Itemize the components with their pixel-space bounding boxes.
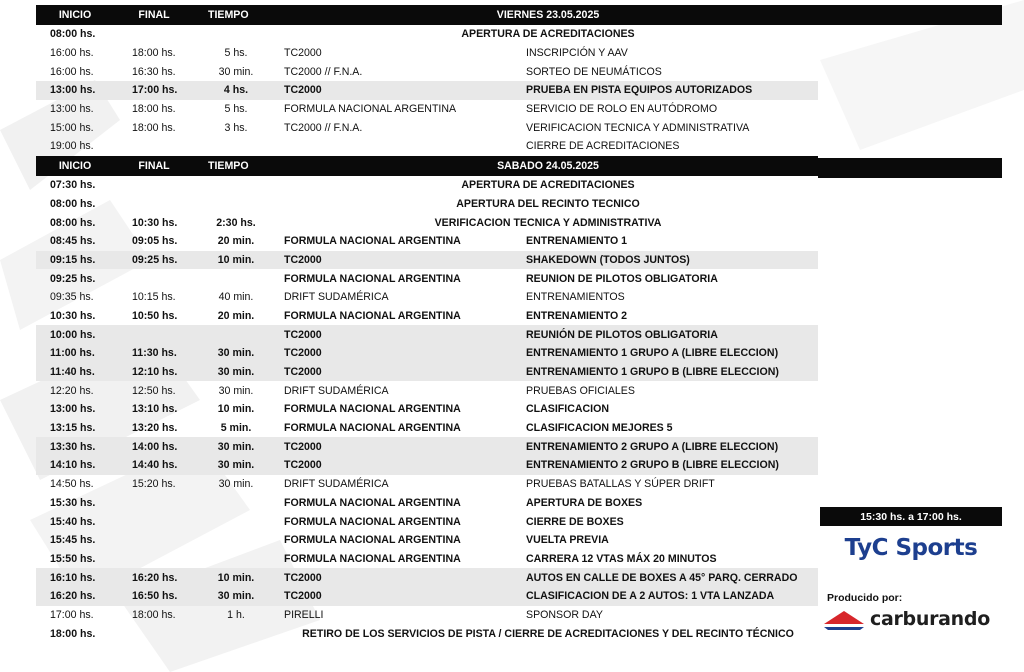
activity: PRUEBA EN PISTA EQUIPOS AUTORIZADOS: [526, 84, 753, 97]
duration: 1 h.: [227, 608, 245, 621]
category: TC2000: [284, 328, 322, 341]
activity: CLASIFICACION MEJORES 5: [526, 422, 673, 435]
start-time: 17:00 hs.: [50, 608, 94, 621]
category: TC2000: [284, 84, 322, 97]
schedule-row: [36, 587, 818, 606]
activity: ENTRENAMIENTO 2 GRUPO B (LIBRE ELECCION): [526, 459, 779, 472]
category: TC2000: [284, 459, 322, 472]
duration: 30 min.: [217, 440, 255, 453]
schedule-row: [36, 232, 818, 251]
category: PIRELLI: [284, 608, 324, 621]
activity: CLASIFICACION: [526, 403, 609, 416]
activity: VERIFICACION TECNICA Y ADMINISTRATIVA: [434, 216, 662, 229]
duration: 3 hs.: [224, 121, 248, 134]
schedule-row: [36, 606, 818, 625]
schedule-row: [36, 62, 818, 81]
start-time: 09:35 hs.: [50, 291, 94, 304]
schedule-row: [36, 400, 818, 419]
duration: 30 min.: [217, 459, 255, 472]
schedule-row: [36, 118, 818, 137]
start-time: 14:10 hs.: [50, 459, 96, 472]
end-time: 18:00 hs.: [132, 608, 176, 621]
schedule-row: [36, 568, 818, 587]
activity: ENTRENAMIENTO 1 GRUPO B (LIBRE ELECCION): [526, 366, 779, 379]
end-time: 09:05 hs.: [132, 235, 178, 248]
day-header: [36, 5, 818, 25]
end-time: 14:00 hs.: [132, 440, 178, 453]
schedule-row: [36, 251, 818, 270]
activity: CARRERA 12 VTAS MÁX 20 MINUTOS: [526, 552, 717, 565]
category: TC2000: [284, 47, 322, 60]
duration: 20 min.: [217, 309, 255, 322]
duration: 10 min.: [217, 403, 255, 416]
header-end: FINAL: [138, 9, 170, 21]
activity: SERVICIO DE ROLO EN AUTÓDROMO: [526, 103, 718, 116]
duration: 10 min.: [217, 253, 255, 266]
schedule-row: [36, 475, 818, 494]
activity: CIERRE DE ACREDITACIONES: [526, 140, 680, 153]
category: FORMULA NACIONAL ARGENTINA: [284, 534, 461, 547]
produced-by-label: Producido por:: [827, 592, 903, 604]
header-duration: TIEMPO: [208, 159, 249, 172]
activity: ENTRENAMIENTOS: [526, 291, 625, 304]
schedule-row: [36, 195, 818, 214]
schedule-row: [36, 81, 818, 100]
activity: SORTEO DE NEUMÁTICOS: [526, 65, 662, 78]
start-time: 16:00 hs.: [50, 47, 94, 60]
activity: ENTRENAMIENTO 2: [526, 309, 628, 322]
start-time: 15:30 hs.: [50, 496, 96, 509]
category: FORMULA NACIONAL ARGENTINA: [284, 235, 461, 248]
start-time: 14:50 hs.: [50, 478, 94, 491]
activity: INSCRIPCIÓN Y AAV: [526, 47, 628, 60]
start-time: 15:40 hs.: [50, 515, 96, 528]
activity: PRUEBAS BATALLAS Y SÚPER DRIFT: [526, 478, 715, 491]
category: TC2000: [284, 347, 322, 360]
category: TC2000: [284, 571, 322, 584]
start-time: 10:30 hs.: [50, 309, 96, 322]
category: TC2000: [284, 366, 322, 379]
schedule-row: [36, 512, 818, 531]
duration: 4 hs.: [223, 84, 249, 97]
end-time: 13:10 hs.: [132, 403, 178, 416]
header-end: FINAL: [138, 159, 170, 172]
start-time: 09:25 hs.: [50, 272, 96, 285]
tyc-sports-logo: [820, 533, 1002, 563]
schedule-row: [36, 44, 818, 63]
activity: VUELTA PREVIA: [526, 534, 609, 547]
category: DRIFT SUDAMÉRICA: [284, 384, 389, 397]
duration: 30 min.: [217, 590, 255, 603]
duration: 30 min.: [218, 478, 254, 491]
header-duration: TIEMPO: [208, 9, 249, 21]
broadcast-time: 15:30 hs. a 17:00 hs.: [860, 510, 962, 523]
schedule-row: [36, 137, 818, 156]
schedule-row: [36, 419, 818, 438]
duration: 5 min.: [220, 422, 252, 435]
carburando-logo-text: carburando: [870, 608, 990, 630]
start-time: 08:00 hs.: [50, 28, 96, 41]
end-time: 09:25 hs.: [132, 253, 178, 266]
activity: RETIRO DE LOS SERVICIOS DE PISTA / CIERRE DE ACREDITACIONES Y DEL RECINTO TÉCNICO: [302, 627, 794, 640]
start-time: 15:45 hs.: [50, 534, 96, 547]
category: TC2000 // F.N.A.: [284, 121, 363, 134]
category: FORMULA NACIONAL ARGENTINA: [284, 552, 461, 565]
day-header: [36, 156, 818, 176]
duration: 30 min.: [218, 384, 254, 397]
duration: 30 min.: [217, 366, 255, 379]
end-time: 12:10 hs.: [132, 366, 178, 379]
category: TC2000: [284, 590, 322, 603]
end-time: 17:00 hs.: [132, 84, 178, 97]
duration: 20 min.: [217, 235, 255, 248]
schedule-row: [36, 550, 818, 569]
category: DRIFT SUDAMÉRICA: [284, 478, 389, 491]
activity: ENTRENAMIENTO 2 GRUPO A (LIBRE ELECCION): [526, 440, 779, 453]
category: DRIFT SUDAMÉRICA: [284, 291, 389, 304]
start-time: 16:20 hs.: [50, 590, 96, 603]
activity: APERTURA DEL RECINTO TECNICO: [456, 197, 640, 210]
end-time: 12:50 hs.: [132, 384, 176, 397]
duration: 5 hs.: [224, 47, 248, 60]
activity: CIERRE DE BOXES: [526, 515, 624, 528]
category: FORMULA NACIONAL ARGENTINA: [284, 515, 461, 528]
schedule-row: [36, 381, 818, 400]
broadcast-time-bar: [820, 507, 1002, 526]
start-time: 13:30 hs.: [50, 440, 96, 453]
activity: ENTRENAMIENTO 1: [526, 235, 628, 248]
category: FORMULA NACIONAL ARGENTINA: [284, 272, 461, 285]
category: FORMULA NACIONAL ARGENTINA: [284, 496, 461, 509]
category: TC2000: [284, 253, 322, 266]
end-time: 16:30 hs.: [132, 65, 176, 78]
activity: VERIFICACION TECNICA Y ADMINISTRATIVA: [526, 121, 750, 134]
start-time: 13:00 hs.: [50, 403, 96, 416]
end-time: 14:40 hs.: [132, 459, 178, 472]
end-time: 11:30 hs.: [132, 347, 177, 360]
end-time: 16:20 hs.: [132, 571, 178, 584]
schedule-row: [36, 437, 818, 456]
start-time: 07:30 hs.: [50, 179, 96, 192]
schedule-table: [36, 5, 818, 643]
duration: 30 min.: [217, 347, 255, 360]
activity: APERTURA DE BOXES: [526, 496, 643, 509]
start-time: 15:00 hs.: [50, 121, 94, 134]
end-time: 15:20 hs.: [132, 478, 176, 491]
duration: 40 min.: [218, 291, 254, 304]
carburando-logo: [822, 606, 992, 632]
start-time: 12:20 hs.: [50, 384, 94, 397]
schedule-row: [36, 288, 818, 307]
schedule-row: [36, 363, 818, 382]
activity: CLASIFICACION DE A 2 AUTOS: 1 VTA LANZADA: [526, 590, 775, 603]
end-time: 10:30 hs.: [132, 216, 178, 229]
start-time: 16:10 hs.: [50, 571, 96, 584]
header-extension-1: [818, 5, 1002, 25]
schedule-row: [36, 213, 818, 232]
start-time: 13:00 hs.: [50, 103, 94, 116]
schedule-row: [36, 456, 818, 475]
duration: 10 min.: [217, 571, 255, 584]
category: TC2000 // F.N.A.: [284, 65, 363, 78]
activity: REUNION DE PILOTOS OBLIGATORIA: [526, 272, 718, 285]
activity: SHAKEDOWN (TODOS JUNTOS): [526, 253, 690, 266]
start-time: 16:00 hs.: [50, 65, 94, 78]
header-start: INICIO: [58, 9, 92, 21]
schedule-row: [36, 25, 818, 44]
schedule-row: [36, 344, 818, 363]
category: FORMULA NACIONAL ARGENTINA: [284, 422, 461, 435]
start-time: 13:15 hs.: [50, 422, 96, 435]
end-time: 13:20 hs.: [132, 422, 178, 435]
day-title: SABADO 24.05.2025: [497, 159, 599, 172]
schedule-row: [36, 494, 818, 513]
start-time: 15:50 hs.: [50, 552, 96, 565]
category: FORMULA NACIONAL ARGENTINA: [284, 403, 461, 416]
start-time: 10:00 hs.: [50, 328, 96, 341]
start-time: 09:15 hs.: [50, 253, 96, 266]
start-time: 19:00 hs.: [50, 140, 94, 153]
category: FORMULA NACIONAL ARGENTINA: [284, 309, 461, 322]
start-time: 08:45 hs.: [50, 235, 96, 248]
activity: AUTOS EN CALLE DE BOXES A 45° PARQ. CERRADO: [526, 571, 798, 584]
schedule-row: [36, 100, 818, 119]
activity: REUNIÓN DE PILOTOS OBLIGATORIA: [526, 328, 718, 341]
start-time: 13:00 hs.: [50, 84, 96, 97]
category: FORMULA NACIONAL ARGENTINA: [284, 103, 457, 116]
header-extension-2: [818, 158, 1002, 178]
end-time: 18:00 hs.: [132, 47, 176, 60]
end-time: 10:50 hs.: [132, 309, 178, 322]
day-title: VIERNES 23.05.2025: [496, 9, 600, 21]
schedule-row: [36, 307, 818, 326]
end-time: 16:50 hs.: [132, 590, 178, 603]
activity: PRUEBAS OFICIALES: [526, 384, 635, 397]
end-time: 10:15 hs.: [132, 291, 176, 304]
end-time: 18:00 hs.: [132, 121, 176, 134]
schedule-row: [36, 624, 818, 643]
start-time: 18:00 hs.: [50, 627, 96, 640]
schedule-row: [36, 269, 818, 288]
activity: APERTURA DE ACREDITACIONES: [461, 28, 635, 41]
duration: 5 hs.: [224, 103, 248, 116]
start-time: 08:00 hs.: [50, 197, 96, 210]
activity: APERTURA DE ACREDITACIONES: [461, 179, 635, 192]
category: TC2000: [284, 440, 322, 453]
header-start: INICIO: [58, 159, 92, 172]
duration: 30 min.: [218, 65, 254, 78]
carburando-swoosh-icon: [822, 608, 866, 630]
schedule-row: [36, 176, 818, 195]
start-time: 11:40 hs.: [50, 366, 95, 379]
activity: SPONSOR DAY: [526, 608, 603, 621]
duration: 2:30 hs.: [216, 216, 256, 229]
schedule-row: [36, 531, 818, 550]
activity: ENTRENAMIENTO 1 GRUPO A (LIBRE ELECCION): [526, 347, 779, 360]
start-time: 08:00 hs.: [50, 216, 96, 229]
end-time: 18:00 hs.: [132, 103, 176, 116]
tyc-sports-logo-text: TyC Sports: [844, 535, 978, 561]
schedule-row: [36, 325, 818, 344]
start-time: 11:00 hs.: [50, 347, 95, 360]
